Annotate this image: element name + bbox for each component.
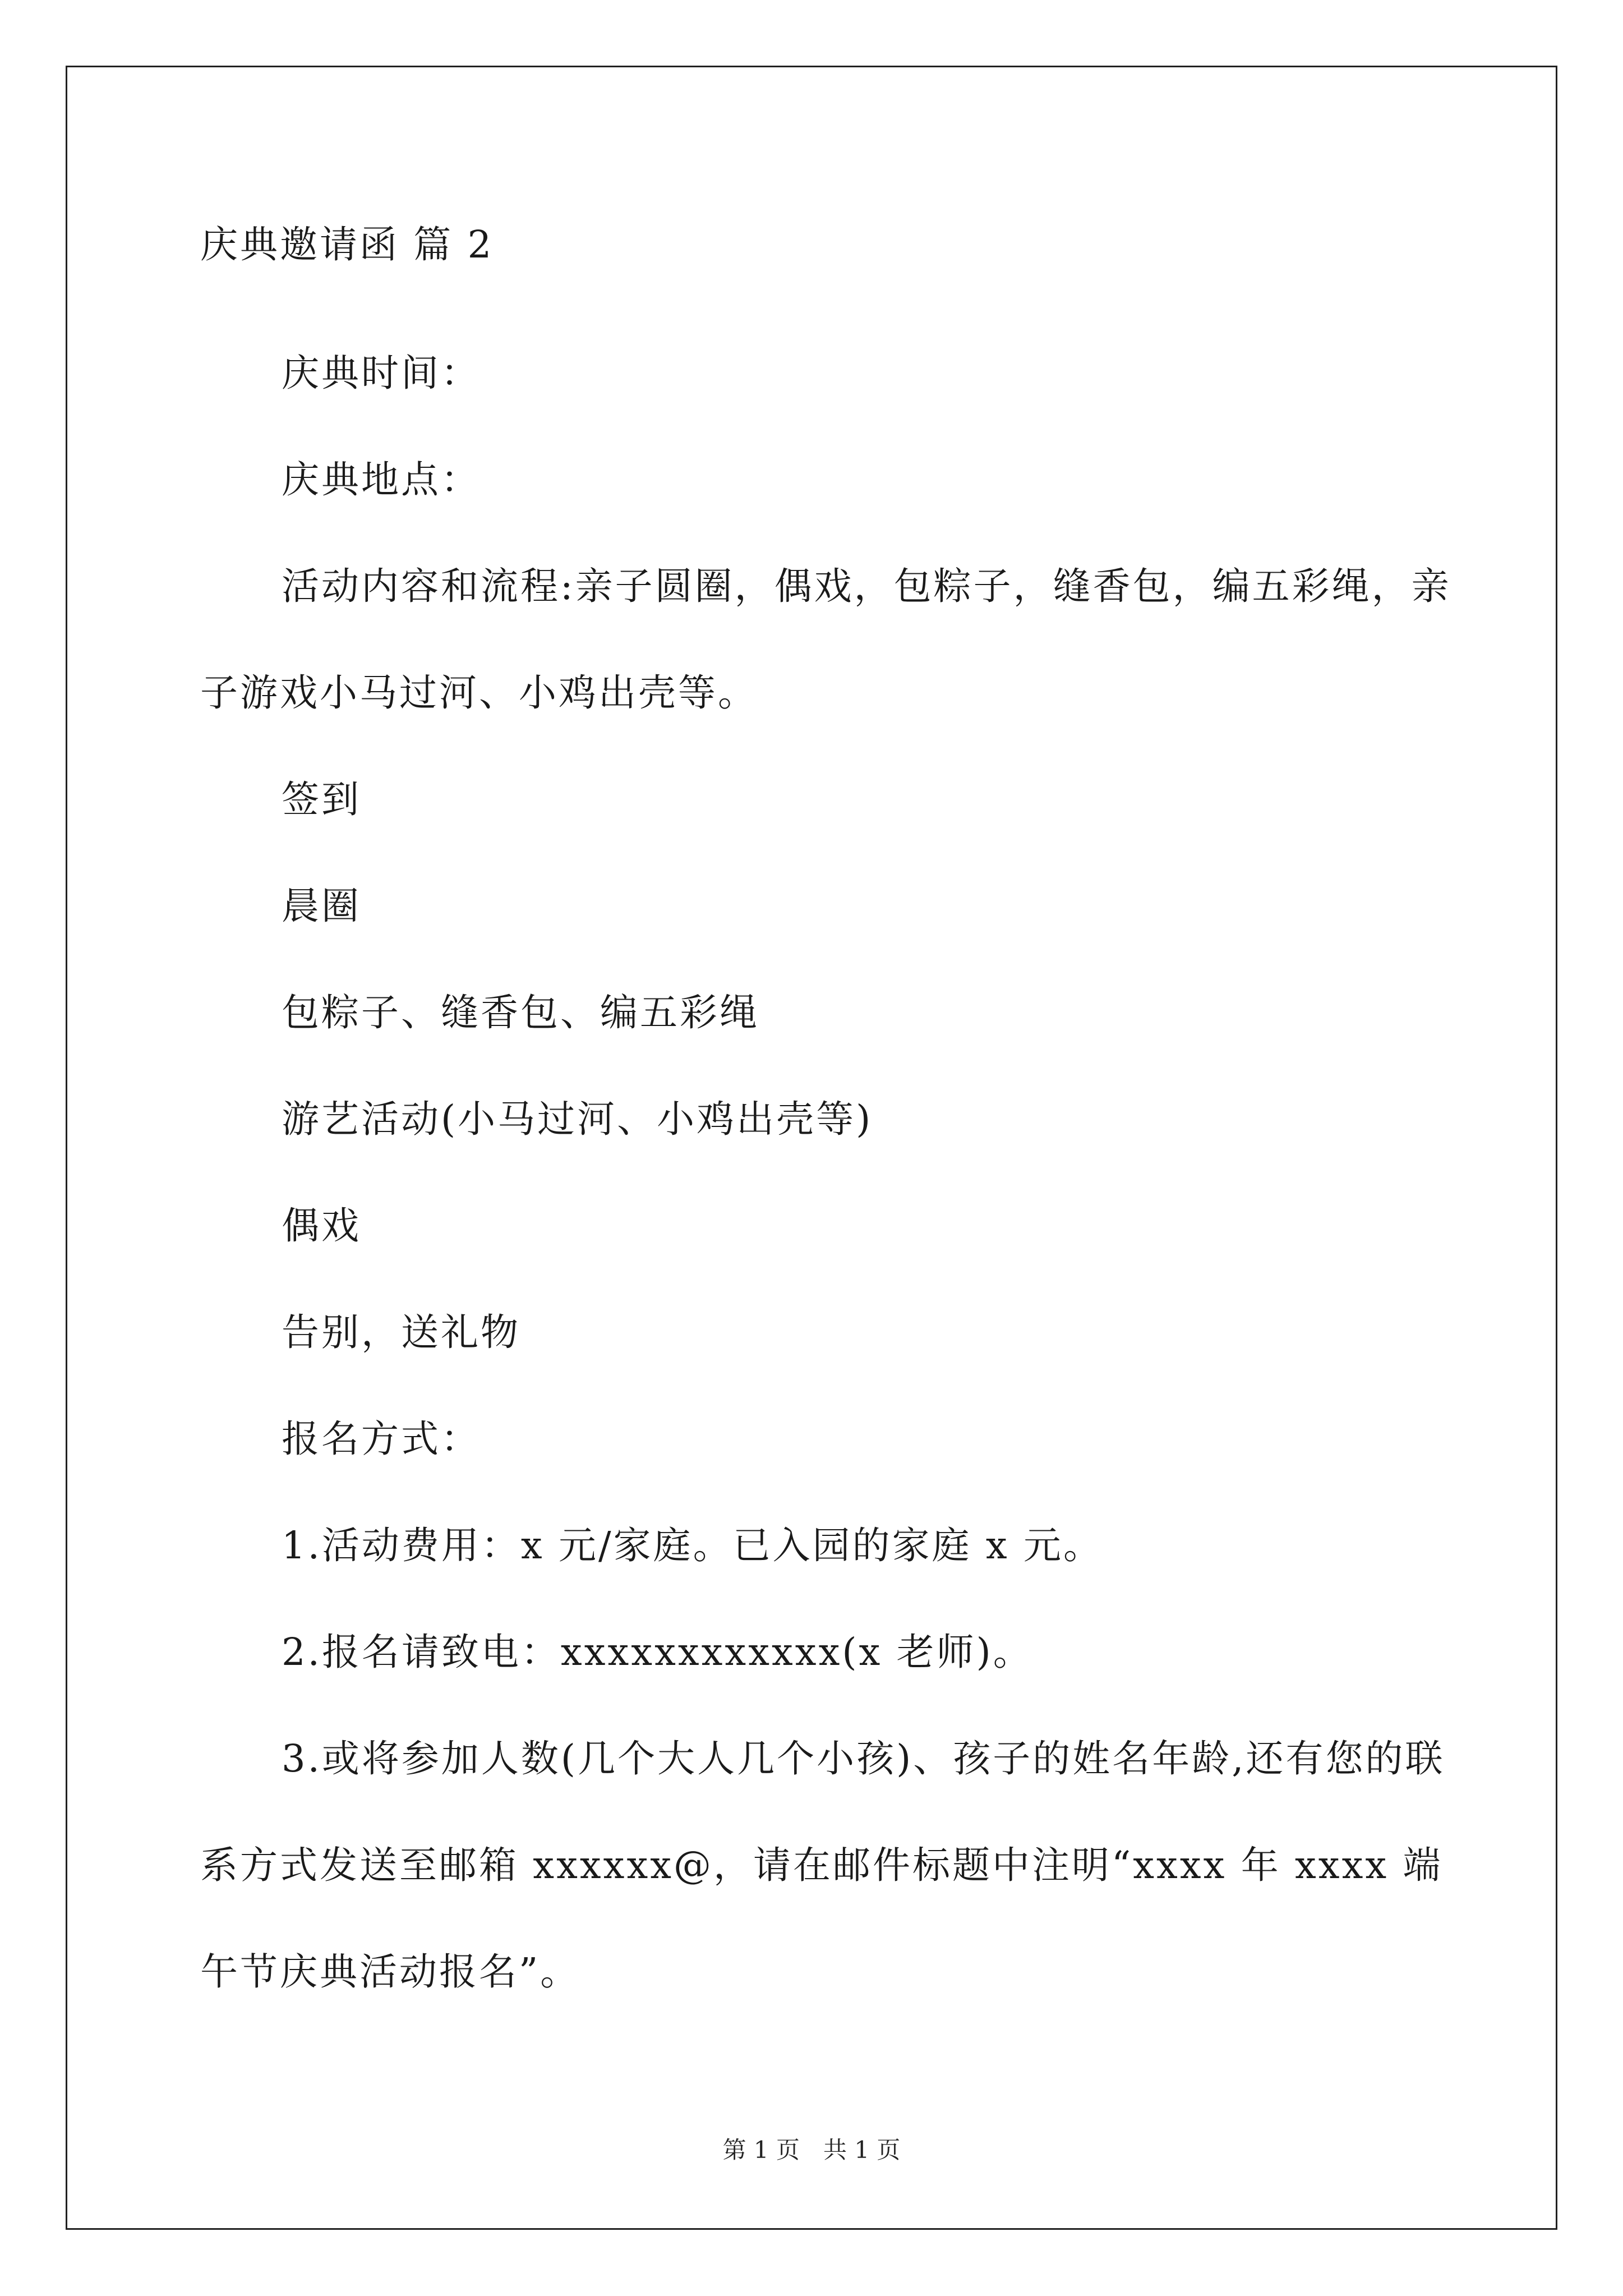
- paragraph-time: 庆典时间：: [282, 351, 481, 395]
- paragraph-email: 3.或将参加人数(几个大人几个小孩)、孩子的姓名年龄,还有您的联系方式发送至邮箱 xxxxxx@，请在邮件标题中注明“xxxx 年 xxxx 端午节庆典活动报名”。: [200, 1737, 1445, 1994]
- paragraph-crafts: 包粽子、缝香包、编五彩绳: [282, 991, 759, 1034]
- document-body: [200, 213, 1462, 2025]
- paragraph-registration-heading: 报名方式：: [282, 1417, 481, 1461]
- paragraph-signin: 签到: [282, 777, 361, 821]
- paragraph-puppet-show: 偶戏: [282, 1204, 361, 1248]
- paragraph-farewell: 告别，送礼物: [282, 1310, 520, 1354]
- paragraph-phone: 2.报名请致电：xxxxxxxxxxxx(x 老师)。: [282, 1630, 1033, 1674]
- document-title: 庆典邀请函 篇 2: [200, 223, 494, 266]
- paragraph-location: 庆典地点：: [282, 458, 481, 501]
- paragraph-activities: 活动内容和流程:亲子圆圈，偶戏，包粽子，缝香包，编五彩绳，亲子游戏小马过河、小鸡出壳等。: [200, 564, 1451, 715]
- paragraph-morning-circle: 晨圈: [282, 884, 361, 928]
- paragraph-fee: 1.活动费用：x 元/家庭。已入园的家庭 x 元。: [282, 1524, 1103, 1567]
- page-footer: 第 1 页 共 1 页: [722, 2136, 901, 2164]
- paragraph-games: 游艺活动(小马过河、小鸡出壳等): [282, 1097, 873, 1141]
